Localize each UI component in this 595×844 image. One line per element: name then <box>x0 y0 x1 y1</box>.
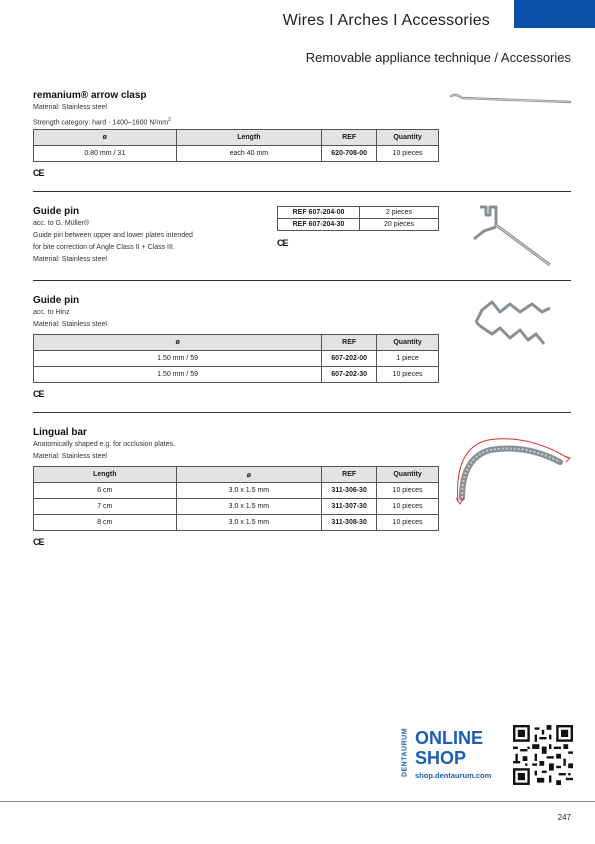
table-cell: 10 pieces <box>377 146 439 162</box>
ce-mark: CE <box>33 168 44 178</box>
table-cell-ref: REF 607-204-00 <box>278 207 360 219</box>
table-row <box>34 499 439 515</box>
table-header-row <box>34 130 439 146</box>
shop-line2: SHOP <box>415 748 467 768</box>
product-table-arrow-clasp <box>33 129 439 162</box>
table-cell-ref: 620-708-00 <box>322 146 377 162</box>
table-header-row <box>34 467 439 483</box>
strength-text: Strength category: hard · 1400–1600 N/mm <box>33 119 169 127</box>
product-title: remanium® arrow clasp <box>33 90 147 101</box>
table-cell: 10 pieces <box>377 367 439 383</box>
table-cell: 20 pieces <box>360 219 439 231</box>
product-description: Guide pin between upper and lower plates intended <box>33 232 193 239</box>
guide-pin-mueller-image <box>466 203 556 273</box>
table-row <box>34 483 439 499</box>
table-row <box>278 219 439 231</box>
col-header: REF <box>322 130 377 146</box>
table-cell: 6 cm <box>34 483 177 499</box>
ce-mark: CE <box>33 537 44 547</box>
table-cell: 0.80 mm / 31 <box>34 146 177 162</box>
table-row <box>278 207 439 219</box>
table-cell: 3.0 x 1.5 mm <box>176 499 322 515</box>
product-title: Guide pin <box>33 295 80 306</box>
lingual-bar-image <box>448 428 576 510</box>
product-origin: acc. to G. Müller® <box>33 220 90 227</box>
chapter-title: Wires I Arches I Accessories <box>282 12 490 29</box>
page-number: 247 <box>557 813 571 822</box>
table-cell-ref: REF 607-204-30 <box>278 219 360 231</box>
product-material: Material: Stainless steel <box>33 256 107 263</box>
table-cell-ref: 311-307-30 <box>322 499 377 515</box>
table-row <box>34 367 439 383</box>
table-cell: 3.0 x 1.5 mm <box>176 515 322 531</box>
table-cell: 1 piece <box>377 351 439 367</box>
table-cell: 10 pieces <box>377 515 439 531</box>
col-header: REF <box>322 335 377 351</box>
shop-url-link[interactable]: shop.dentaurum.com <box>415 771 492 780</box>
table-cell: 10 pieces <box>377 483 439 499</box>
table-cell-ref: 311-306-30 <box>322 483 377 499</box>
product-table-guide-pin-mueller <box>277 206 439 231</box>
col-header: Quantity <box>377 467 439 483</box>
table-cell: each 40 mm <box>176 146 322 162</box>
brand-logo <box>399 725 411 785</box>
online-shop-block[interactable] <box>399 725 573 787</box>
footer-divider <box>0 801 595 802</box>
section-divider <box>33 412 571 413</box>
product-material: Material: Stainless steel <box>33 321 107 328</box>
ce-mark: CE <box>277 238 288 248</box>
product-table-guide-pin-hinz <box>33 334 439 383</box>
strength-superscript: 2 <box>168 117 171 123</box>
col-header: ø <box>34 335 322 351</box>
guide-pin-hinz-image <box>470 290 554 358</box>
col-header: Quantity <box>377 130 439 146</box>
product-title: Guide pin <box>33 206 80 217</box>
table-cell: 7 cm <box>34 499 177 515</box>
table-cell-ref: 607-202-30 <box>322 367 377 383</box>
table-cell: 3.0 x 1.5 mm <box>176 483 322 499</box>
table-cell-ref: 607-202-00 <box>322 351 377 367</box>
shop-line1: ONLINE <box>415 728 484 748</box>
table-cell: 8 cm <box>34 515 177 531</box>
section-divider <box>33 280 571 281</box>
col-header: Quantity <box>377 335 439 351</box>
qr-code-icon[interactable] <box>513 725 573 785</box>
col-header: ø <box>34 130 177 146</box>
product-material: Material: Stainless steel <box>33 104 107 111</box>
col-header: ⌀ <box>176 467 322 483</box>
page-subtitle: Removable appliance technique / Accessories <box>305 50 571 65</box>
arrow-clasp-image <box>448 88 572 108</box>
table-cell: 10 pieces <box>377 499 439 515</box>
product-title: Lingual bar <box>33 427 87 438</box>
chapter-color-tab <box>514 0 595 28</box>
product-table-lingual-bar <box>33 466 439 531</box>
product-description: for bite correction of Angle Class II + Class III. <box>33 244 175 251</box>
table-cell-ref: 311-308-30 <box>322 515 377 531</box>
table-cell: 1.50 mm / 59 <box>34 351 322 367</box>
section-divider <box>33 191 571 192</box>
col-header: Length <box>34 467 177 483</box>
table-row <box>34 351 439 367</box>
product-origin: acc. to Hinz <box>33 309 70 316</box>
product-strength <box>33 114 571 129</box>
table-row <box>34 515 439 531</box>
col-header: Length <box>176 130 322 146</box>
ce-mark: CE <box>33 389 44 399</box>
col-header: REF <box>322 467 377 483</box>
table-row <box>34 146 439 162</box>
table-header-row <box>34 335 439 351</box>
product-description: Anatomically shaped e.g. for occlusion plates. <box>33 441 176 448</box>
brand-name: DENTAURUM <box>401 727 409 778</box>
table-cell: 1.50 mm / 59 <box>34 367 322 383</box>
product-material: Material: Stainless steel <box>33 453 107 460</box>
table-cell: 2 pieces <box>360 207 439 219</box>
